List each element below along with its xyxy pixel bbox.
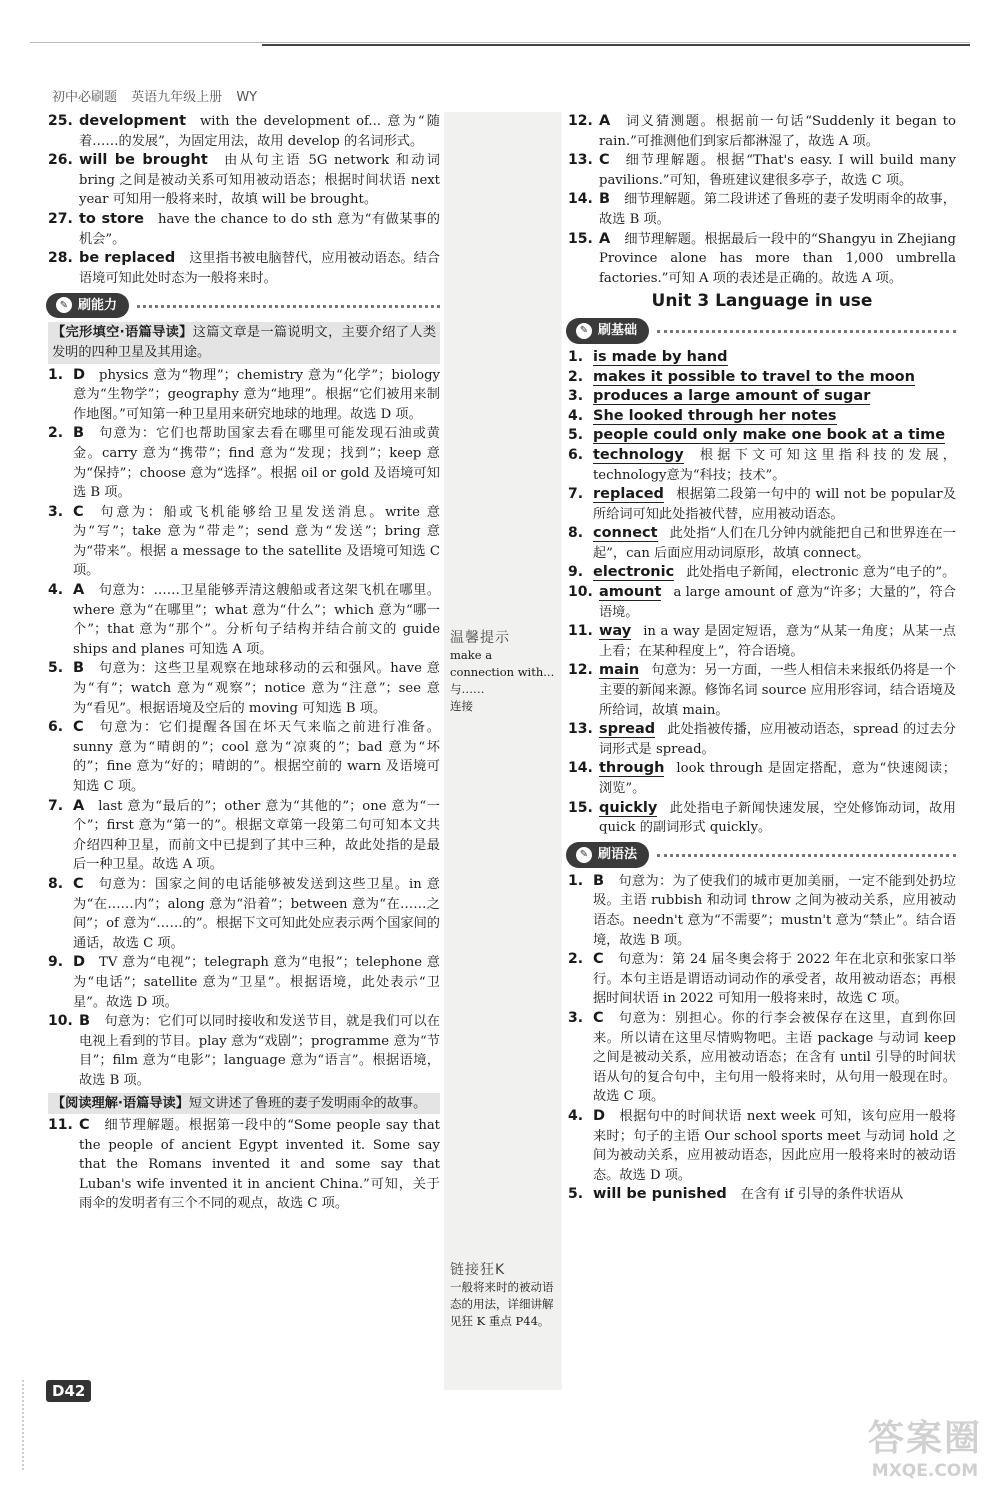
item-number: 6.	[48, 719, 64, 736]
item-text	[593, 1107, 956, 1185]
item-text	[73, 953, 440, 1012]
answer-item	[48, 503, 440, 581]
item-text	[79, 151, 440, 210]
answer-item	[48, 249, 440, 288]
answer-item	[48, 1116, 440, 1214]
answer-item	[568, 426, 956, 446]
item-explanation: 句意为：另一方面，一些人相信未来报纸仍将是一个主要的新闻来源。修饰名词 source 应用形容词，结合语境及所给词，故填 main。	[599, 663, 956, 718]
banner-badge	[566, 318, 649, 344]
item-answer: produces a large amount of sugar	[593, 388, 871, 405]
passage-guide	[48, 322, 440, 363]
answer-item	[48, 210, 440, 249]
item-explanation: 根据第二段第一句中的 will not be popular及所给词可知此处指被代替，应用被动语态。	[593, 487, 956, 522]
item-text	[593, 524, 956, 563]
item-number: 11.	[48, 1117, 73, 1134]
item-answer: is made by hand	[593, 348, 728, 365]
answer-item	[48, 1012, 440, 1090]
item-number: 15.	[568, 799, 593, 816]
item-answer: connect	[593, 525, 658, 542]
item-answer: B	[73, 660, 85, 677]
item-answer: spread	[599, 721, 656, 738]
tip-box-link	[450, 1262, 558, 1330]
item-answer: B	[599, 191, 611, 208]
watermark-url: MXQE.COM	[871, 1461, 979, 1481]
answer-item	[48, 659, 440, 718]
running-header	[52, 86, 267, 105]
item-number: 8.	[48, 875, 64, 892]
item-explanation: 句意为：第 24 届冬奥会将于 2022 年在北京和张家口举行。本句主语是谓语动词动作的承受者，故用被动语态；再根据时间状语 in 2022 可知用一般将来时，故选 C 项。	[593, 952, 956, 1007]
item-explanation: 句意为：这些卫星观察在地球移动的云和强风。have 意为“有”；watch 意为“观察”；notice 意为“注意”；see 意为“看见”。根据语境及空后的 moving 可知选 B 项。	[73, 661, 440, 716]
item-text	[73, 424, 440, 502]
item-explanation: 句意为：船或飞机能够给卫星发送消息。write 意为“写”；take 意为“带走”；send 意为“发送”；bring 意为“带来”。根据 a message to the satellite 及语境可知选 C 项。	[73, 504, 440, 579]
item-number: 7.	[568, 486, 584, 503]
item-number: 14.	[568, 760, 593, 777]
answer-item	[568, 407, 956, 427]
item-number: 9.	[568, 564, 584, 581]
item-text	[599, 583, 956, 622]
item-answer: C	[73, 719, 84, 736]
item-text	[79, 112, 440, 151]
item-number: 26.	[48, 152, 73, 169]
answer-item	[48, 581, 440, 659]
answer-item	[568, 1107, 956, 1185]
item-number: 7.	[48, 797, 64, 814]
item-explanation: 这里指书被电脑替代，应用被动语态。结合语境可知此处时态为一般将来时。	[79, 251, 440, 286]
answer-item	[568, 151, 956, 190]
top-rule-thick	[262, 44, 970, 46]
item-text	[599, 622, 956, 661]
answer-item	[48, 151, 440, 210]
item-answer: C	[73, 503, 84, 520]
banner-label: 刷能力	[78, 297, 118, 313]
item-number: 2.	[568, 951, 584, 968]
answer-item	[48, 953, 440, 1012]
item-number: 5.	[568, 427, 584, 444]
banner-label: 刷语法	[598, 846, 638, 862]
pen-icon: ✎	[576, 323, 592, 339]
pen-icon: ✎	[56, 297, 72, 313]
item-answer: replaced	[593, 486, 664, 503]
item-explanation: TV 意为“电视”；telegraph 意为“电报”；telephone 意为“电话”；satellite 意为“卫星”。根据语境，此处表示“卫星”。故选 D 项。	[73, 955, 440, 1010]
item-answer: C	[73, 875, 84, 892]
guide-text: 这篇文章是一篇说明文，主要介绍了人类发明的四种卫星及其用途。	[52, 325, 437, 360]
item-explanation: 句意为：为了使我们的城市更加美丽，一定不能到处扔垃圾。主语 rubbish 和动词 throw 之间为被动关系，应用被动语态。needn't 意为“不需要”；mustn't 意为“禁止”。结合语境，故选 B 项。	[593, 873, 956, 948]
item-explanation: with the development of... 意为“随着……的发展”，为固定用法，故用 develop 的名词形式。	[79, 114, 440, 149]
answer-item	[568, 872, 956, 950]
item-answer: people could only make one book at a time	[593, 427, 946, 444]
item-answer: will be brought	[79, 152, 208, 169]
watermark	[868, 1410, 982, 1481]
item-answer: A	[599, 230, 611, 247]
right-column	[568, 112, 956, 1205]
item-number: 13.	[568, 152, 593, 169]
item-text	[593, 407, 956, 427]
item-explanation: 细节理解题。根据“That's easy. I will build many pavilions.”可知，鲁班建议建很多亭子，故选 C 项。	[599, 153, 956, 188]
item-text	[599, 230, 956, 289]
item-explanation: 根据下文可知这里指科技的发展，technology意为“科技；技术”。	[593, 447, 956, 483]
item-answer: C	[593, 951, 604, 968]
item-text	[593, 426, 956, 446]
item-explanation: 细节理解题。根据第一段中的“Some people say that the people of ancient Egypt invented it. Some say that the Romans invented it and some say that Luban's wife invented it in ancient China.”可知，关于雨伞的发明者有三个不同的观点，故选 C 项。	[79, 1118, 440, 1212]
answer-item	[568, 661, 956, 720]
item-explanation: have the chance to do sth 意为“有做某事的机会”。	[79, 211, 440, 247]
item-explanation: 此处指“人们在几分钟内就能把自己和世界连在一起”，can 后面应用动词原形，故填 connect。	[593, 526, 956, 561]
item-explanation: in a way 是固定短语，意为“从某一角度；从某一点上看；在某种程度上”，符合语境。	[599, 624, 956, 659]
item-text	[599, 799, 956, 838]
item-number: 13.	[568, 721, 593, 738]
item-answer: D	[593, 1107, 606, 1124]
item-explanation: 在含有 if 引导的条件状语从	[740, 1187, 904, 1203]
item-text	[599, 190, 956, 229]
item-answer: be replaced	[79, 250, 176, 267]
section-banner	[46, 292, 440, 318]
item-number: 28.	[48, 250, 73, 267]
dotted-rule	[137, 305, 440, 308]
section-banner	[566, 318, 956, 344]
tip-title: 链接狂K	[450, 1262, 506, 1278]
item-answer: development	[79, 113, 187, 129]
passage-guide	[48, 1093, 440, 1115]
top-rule	[30, 42, 970, 43]
answer-item	[568, 387, 956, 407]
answer-item	[568, 485, 956, 524]
item-explanation: 句意为：它们也帮助国家去看在哪里可能发现石油或黄金。carry 意为“携带”；find 意为“发现；找到”；keep 意为“保持”；choose 意为“选择”。根据 oil or gold 及语境可知选 B 项。	[73, 426, 440, 501]
item-number: 3.	[568, 1009, 584, 1026]
item-answer: A	[73, 797, 85, 814]
item-text	[599, 151, 956, 190]
guide-title: 【阅读理解·语篇导读】	[52, 1095, 189, 1111]
item-text	[73, 718, 440, 796]
item-text	[593, 368, 956, 388]
banner-badge	[566, 842, 649, 868]
guide-title: 【完形填空·语篇导读】	[52, 325, 193, 341]
item-number: 10.	[48, 1013, 73, 1030]
answer-item	[568, 622, 956, 661]
answer-item	[568, 799, 956, 838]
item-answer: to store	[79, 210, 144, 227]
answer-item	[568, 759, 956, 798]
item-explanation: 由从句主语 5G network 和动词 bring 之间是被动关系可知用被动语态；根据时间状语 next year 可知用一般将来时，故填 will be brought。	[79, 153, 440, 208]
item-answer: B	[593, 872, 605, 889]
item-text	[593, 387, 956, 407]
item-number: 4.	[568, 407, 584, 424]
item-text	[73, 875, 440, 953]
unit-title: Unit 3 Language in use	[651, 291, 873, 312]
item-answer: C	[79, 1117, 90, 1134]
header-book: 英语九年级上册	[131, 90, 223, 105]
banner-label: 刷基础	[598, 323, 638, 339]
item-number: 1.	[48, 366, 64, 383]
item-answer: way	[599, 623, 632, 640]
pen-icon: ✎	[576, 847, 592, 863]
section-banner	[566, 842, 956, 868]
item-explanation: last 意为“最后的”；other 意为“其他的”；one 意为“一个”；first 意为“第一的”。根据文章第一段第二句可知本文共介绍四种卫星，而前文中已提到了其中三种，故此处指的是最后一种卫星。故选 A 项。	[73, 798, 440, 873]
item-number: 3.	[568, 388, 584, 405]
item-text	[73, 503, 440, 581]
corner-decoration	[22, 1380, 44, 1470]
answer-item	[48, 797, 440, 875]
item-answer: D	[73, 954, 86, 971]
item-number: 1.	[568, 872, 584, 889]
header-series: 初中必刷题	[52, 90, 118, 105]
item-text	[593, 1009, 956, 1107]
tip-title: 温馨提示	[450, 630, 510, 646]
answer-item	[568, 368, 956, 388]
item-explanation: 此处指被传播，应用被动语态，spread 的过去分词形式是 spread。	[599, 722, 956, 757]
item-number: 12.	[568, 662, 593, 679]
dotted-rule	[657, 854, 956, 857]
item-explanation: look through 是固定搭配，意为“快速阅读；浏览”。	[599, 761, 956, 796]
answer-item	[568, 950, 956, 1009]
item-text	[593, 563, 956, 583]
dotted-rule	[657, 330, 956, 333]
answer-item	[568, 524, 956, 563]
tip-text-2: 连接	[450, 699, 473, 713]
item-answer: quickly	[599, 799, 658, 816]
answer-item	[48, 424, 440, 502]
item-text	[73, 366, 440, 425]
item-explanation: 细节理解题。根据最后一段中的“Shangyu in Zhejiang Province alone has more than 1,000 umbrella factories.”可知 A 项的表述是正确的。故选 A 项。	[599, 231, 956, 286]
item-answer: main	[599, 662, 640, 679]
answer-item	[568, 583, 956, 622]
item-explanation: a large amount of 意为“许多；大量的”，符合语境。	[599, 585, 956, 620]
item-explanation: 此处指电子新闻，electronic 意为“电子的”。	[686, 565, 956, 581]
item-answer: amount	[599, 584, 662, 601]
item-text	[599, 661, 956, 720]
item-number: 5.	[48, 660, 64, 677]
item-text	[79, 210, 440, 249]
item-answer: D	[73, 366, 86, 383]
item-text	[73, 581, 440, 659]
item-text	[593, 446, 956, 485]
item-answer: A	[73, 582, 85, 599]
item-text	[73, 797, 440, 875]
item-text	[79, 249, 440, 288]
item-text	[599, 720, 956, 759]
left-column	[48, 112, 440, 1214]
item-number: 14.	[568, 191, 593, 208]
item-number: 4.	[48, 582, 64, 599]
item-answer: electronic	[593, 564, 675, 581]
answer-item	[568, 446, 956, 485]
item-answer: A	[599, 113, 611, 129]
answer-item	[48, 875, 440, 953]
item-explanation: 句意为：国家之间的电话能够被发送到这些卫星。in 意为“在……内”；along 意为“沿着”；between 意为“在……之间”；of 意为“……的”。根据下文可知此处应表示两个国家间的通话，故选 C 项。	[73, 876, 440, 951]
item-number: 9.	[48, 954, 64, 971]
tip-text: 一般将来时的被动语态的用法，详细讲解见狂 K 重点 P44。	[450, 1280, 554, 1328]
item-answer: She looked through her notes	[593, 407, 837, 424]
item-explanation: physics 意为“物理”；chemistry 意为“化学”；biology 意为“生物学”；geography 意为“地理”。根据“它们被用来制作地图。”可知第一种卫星用来研究地球的地理。故选 D 项。	[73, 367, 440, 422]
tip-text: make a connection with... 与……	[450, 648, 555, 696]
item-answer: will be punished	[593, 1186, 727, 1203]
item-text	[593, 348, 956, 368]
item-number: 4.	[568, 1107, 584, 1124]
item-explanation: 词义猜测题。根据前一句话“Suddenly it began to rain.”可推测他们到家后都淋湿了，故选 A 项。	[599, 114, 956, 149]
item-number: 15.	[568, 230, 593, 247]
item-explanation: 句意为：别担心。你的行李会被保存在这里，直到你回来。所以请在这里尽情购物吧。主语 package 与动词 keep 之间是被动关系，应用被动语态；在含有 until 引导的时间状语从句的复合句中，主句用一般将来时，从句用一般现在时。故选 C 项。	[593, 1010, 956, 1105]
margin-column	[444, 112, 562, 1390]
item-text	[73, 659, 440, 718]
item-answer: through	[599, 760, 665, 777]
item-text	[593, 872, 956, 950]
item-answer: B	[73, 425, 85, 442]
item-number: 2.	[48, 425, 64, 442]
item-text	[599, 759, 956, 798]
answer-item	[48, 718, 440, 796]
answer-item	[568, 230, 956, 289]
item-number: 11.	[568, 623, 593, 640]
answer-item	[568, 112, 956, 151]
item-answer: C	[593, 1009, 604, 1026]
page-number: D42	[46, 1380, 91, 1402]
item-number: 27.	[48, 210, 73, 227]
item-text	[593, 950, 956, 1009]
item-answer: technology	[593, 446, 684, 463]
item-number: 6.	[568, 446, 584, 463]
guide-text: 短文讲述了鲁班的妻子发明雨伞的故事。	[188, 1095, 427, 1111]
item-explanation: 细节理解题。第二段讲述了鲁班的妻子发明雨伞的故事，故选 B 项。	[599, 192, 956, 227]
watermark-logo: 答案圈	[867, 1418, 982, 1459]
item-answer: makes it possible to travel to the moon	[593, 368, 915, 385]
item-answer: C	[599, 152, 610, 169]
item-text	[599, 112, 956, 151]
answer-item	[568, 1009, 956, 1107]
item-explanation: 句意为：……卫星能够弄清这艘船或者这架飞机在哪里。where 意为“在哪里”；what 意为“什么”；which 意为“哪一个”；that 意为“那个”。分析句子结构并结合前文的 guide ships and planes 可知选 A 项。	[73, 583, 440, 657]
tip-box-warm	[450, 630, 558, 715]
item-answer: B	[79, 1013, 91, 1030]
item-number: 3.	[48, 503, 64, 520]
answer-item	[48, 366, 440, 425]
item-number: 10.	[568, 584, 593, 601]
answer-item	[568, 720, 956, 759]
banner-badge	[46, 293, 129, 319]
answer-item	[568, 348, 956, 368]
item-explanation: 根据句中的时间状语 next week 可知，该句应用一般将来时；句子的主语 Our school sports meet 与动词 hold 之间为被动关系，应用被动语态，因此应用一般将来时的被动语态。故选 D 项。	[593, 1108, 956, 1183]
item-number: 12.	[568, 113, 593, 129]
item-number: 1.	[568, 348, 584, 365]
item-text	[593, 1185, 956, 1205]
item-text	[79, 1116, 440, 1214]
item-number: 8.	[568, 525, 584, 542]
answer-item	[568, 563, 956, 583]
item-explanation: 句意为：它们可以同时接收和发送节目，就是我们可以在电视上看到的节目。play 意为“戏剧”；programme 意为“节目”；film 意为“电影”；language 意为“语言”。根据语境，故选 B 项。	[79, 1014, 440, 1088]
item-number: 5.	[568, 1186, 584, 1203]
item-text	[593, 485, 956, 524]
item-explanation: 此处指电子新闻快速发展，空处修饰动词，故用 quick 的副词形式 quickly。	[599, 800, 956, 836]
header-edition: WY	[236, 90, 258, 105]
answer-item	[568, 1185, 956, 1205]
item-explanation: 句意为：它们提醒各国在坏天气来临之前进行准备。sunny 意为“晴朗的”；cool 意为“凉爽的”；bad 意为“坏的”；fine 意为“好的；晴朗的”。根据空前的 warn 及语境可知选 C 项。	[73, 720, 440, 794]
item-number: 25.	[48, 113, 73, 129]
answer-item	[568, 190, 956, 229]
item-text	[79, 1012, 440, 1090]
answer-item	[48, 112, 440, 151]
item-number: 2.	[568, 368, 584, 385]
